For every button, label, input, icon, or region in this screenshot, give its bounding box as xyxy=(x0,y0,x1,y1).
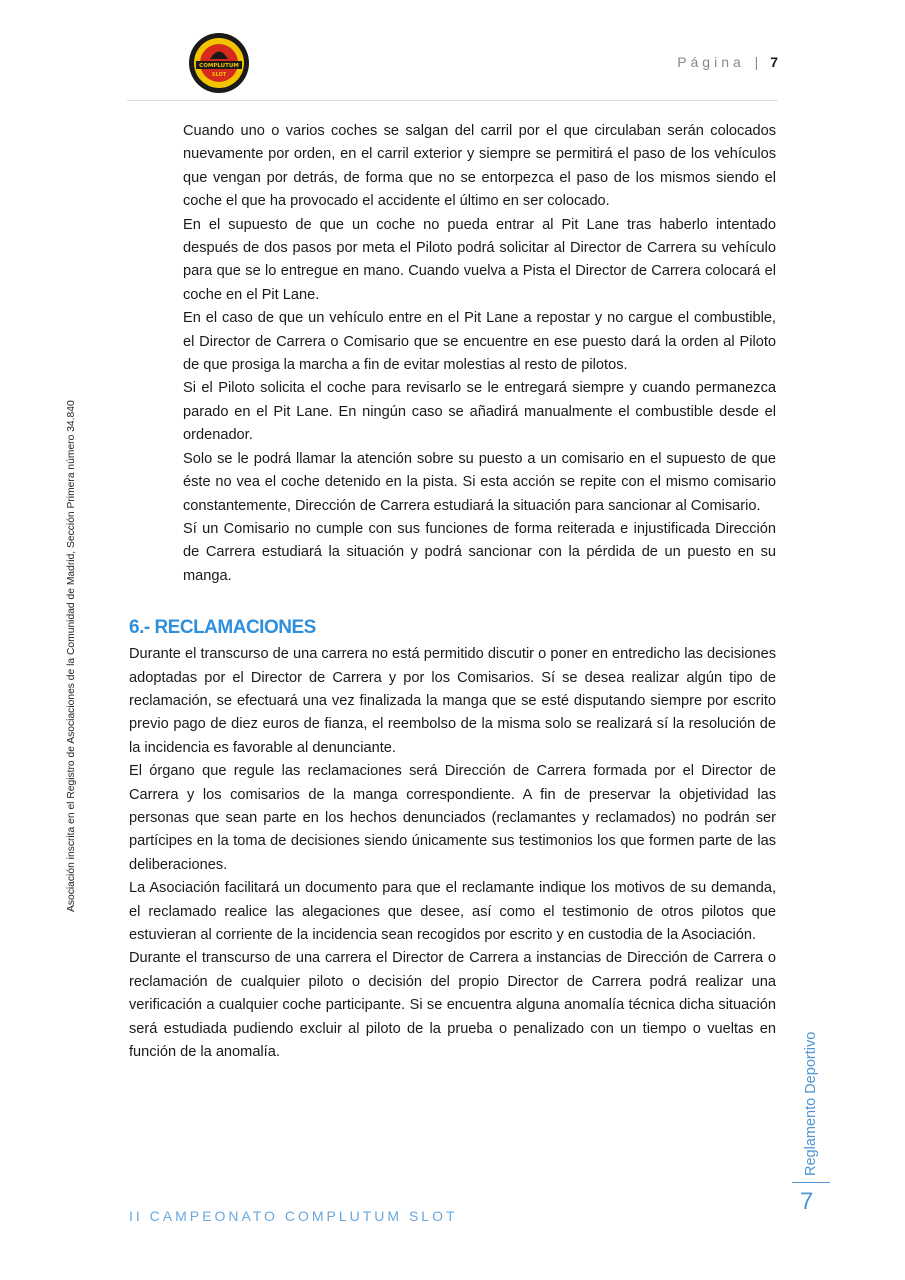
page-number: 7 xyxy=(770,54,778,70)
logo-text-bottom: SLOT xyxy=(211,72,227,78)
paragraph: En el supuesto de que un coche no pueda entrar al Pit Lane tras haberlo intentado después de dos pasos por meta el Piloto podrá solicitar al Director de Carrera su vehículo para que se lo entregue en mano. Cuando vuelva a Pista el Director de Carrera colocará el coche en el Pit Lane. xyxy=(183,216,776,303)
paragraph: Durante el transcurso de una carrera el Director de Carrera a instancias de Dirección de Carrera o reclamación de cualquier piloto o decisión del propio Director de Carrera podrá realizar una verificación a cualquier coche participante. Si se encuentra alguna anomalía técnica dicha situación será estudiada pudiendo excluir al piloto de la prueba o penalizado con un tiempo o vueltas en función de la anomalía. xyxy=(129,950,776,1061)
registry-side-note: Asociación inscrita en el Registro de Asociaciones de la Comunidad de Madrid, Sección Primera número 34.840 xyxy=(66,400,77,912)
paragraph: Solo se le podrá llamar la atención sobre su puesto a un comisario en el supuesto de que éste no vea el coche detenido en la pista. Si esta acción se repite con el mismo comisario constantemente, Dirección de Carrera estudiará la situación para sancionar al Comisario. xyxy=(183,450,776,514)
footer-divider xyxy=(792,1182,830,1183)
header-divider xyxy=(127,100,778,101)
complutum-logo xyxy=(188,32,250,94)
indented-block xyxy=(129,120,776,588)
header-page-indicator xyxy=(677,54,778,70)
page-label-text: Página xyxy=(677,54,745,70)
paragraph: La Asociación facilitará un documento para que el reclamante indique los motivos de su demanda, el reclamado realice las alegaciones que desee, así como el testimonio de otros pilotos que estuvieran al corriente de la incidencia sean recogidos por escrito y en custodia de la Asociación. xyxy=(129,880,776,943)
footer-title: II CAMPEONATO COMPLUTUM SLOT xyxy=(129,1208,458,1224)
paragraph: El órgano que regule las reclamaciones será Dirección de Carrera formada por el Director de Carrera y los comisarios de la manga correspondiente. A fin de preservar la objetividad las personas que sean parte en los hechos denunciados (reclamantes y reclamados) no podrán ser partícipes en la toma de decisiones siendo únicamente sus testimonios los que formen parte de las deliberaciones. xyxy=(129,763,776,873)
paragraph: Durante el transcurso de una carrera no está permitido discutir o poner en entredicho las decisiones adoptadas por el Director de Carrera y por los Comisarios. Sí se desea realizar algún tipo de reclamación, se efectuará una vez finalizada la manga que se esté disputando siempre por escrito previo pago de diez euros de fianza, el reembolso de la misma solo se realizará sí la resolución de la incidencia es favorable al denunciante. xyxy=(129,646,776,756)
paragraph: Sí un Comisario no cumple con sus funciones de forma reiterada e injustificada Dirección de Carrera estudiará la situación y podrá sancionar con la pérdida de un puesto en su manga. xyxy=(183,520,776,584)
logo-text-top: COMPLUTUM xyxy=(199,63,239,69)
paragraph: En el caso de que un vehículo entre en el Pit Lane a repostar y no cargue el combustible, el Director de Carrera o Comisario que se encuentre en ese puesto dará la orden al Piloto de que prosiga la marcha a fin de evitar molestias al resto de pilotos. xyxy=(183,310,776,374)
section-heading: 6.- RECLAMACIONES xyxy=(129,617,316,639)
document-body xyxy=(129,120,776,1064)
page-label-separator: | xyxy=(754,54,759,70)
paragraph: Si el Piloto solicita el coche para revisarlo se le entregará siempre y cuando permanezca parado en el Pit Lane. En ningún caso se añadirá manualmente el combustible desde el ordenador. xyxy=(183,380,776,444)
footer-page-number: 7 xyxy=(800,1188,814,1215)
footer-vertical-label: Reglamento Deportivo xyxy=(803,1031,819,1176)
paragraph: Cuando uno o varios coches se salgan del carril por el que circulaban serán colocados nuevamente por orden, en el carril exterior y siempre se permitirá el paso de los vehículos que vengan por detrás, de forma que no se entorpezca el paso de los mismos siendo el coche el que ha provocado el accidente el último en ser colocado. xyxy=(183,123,776,210)
